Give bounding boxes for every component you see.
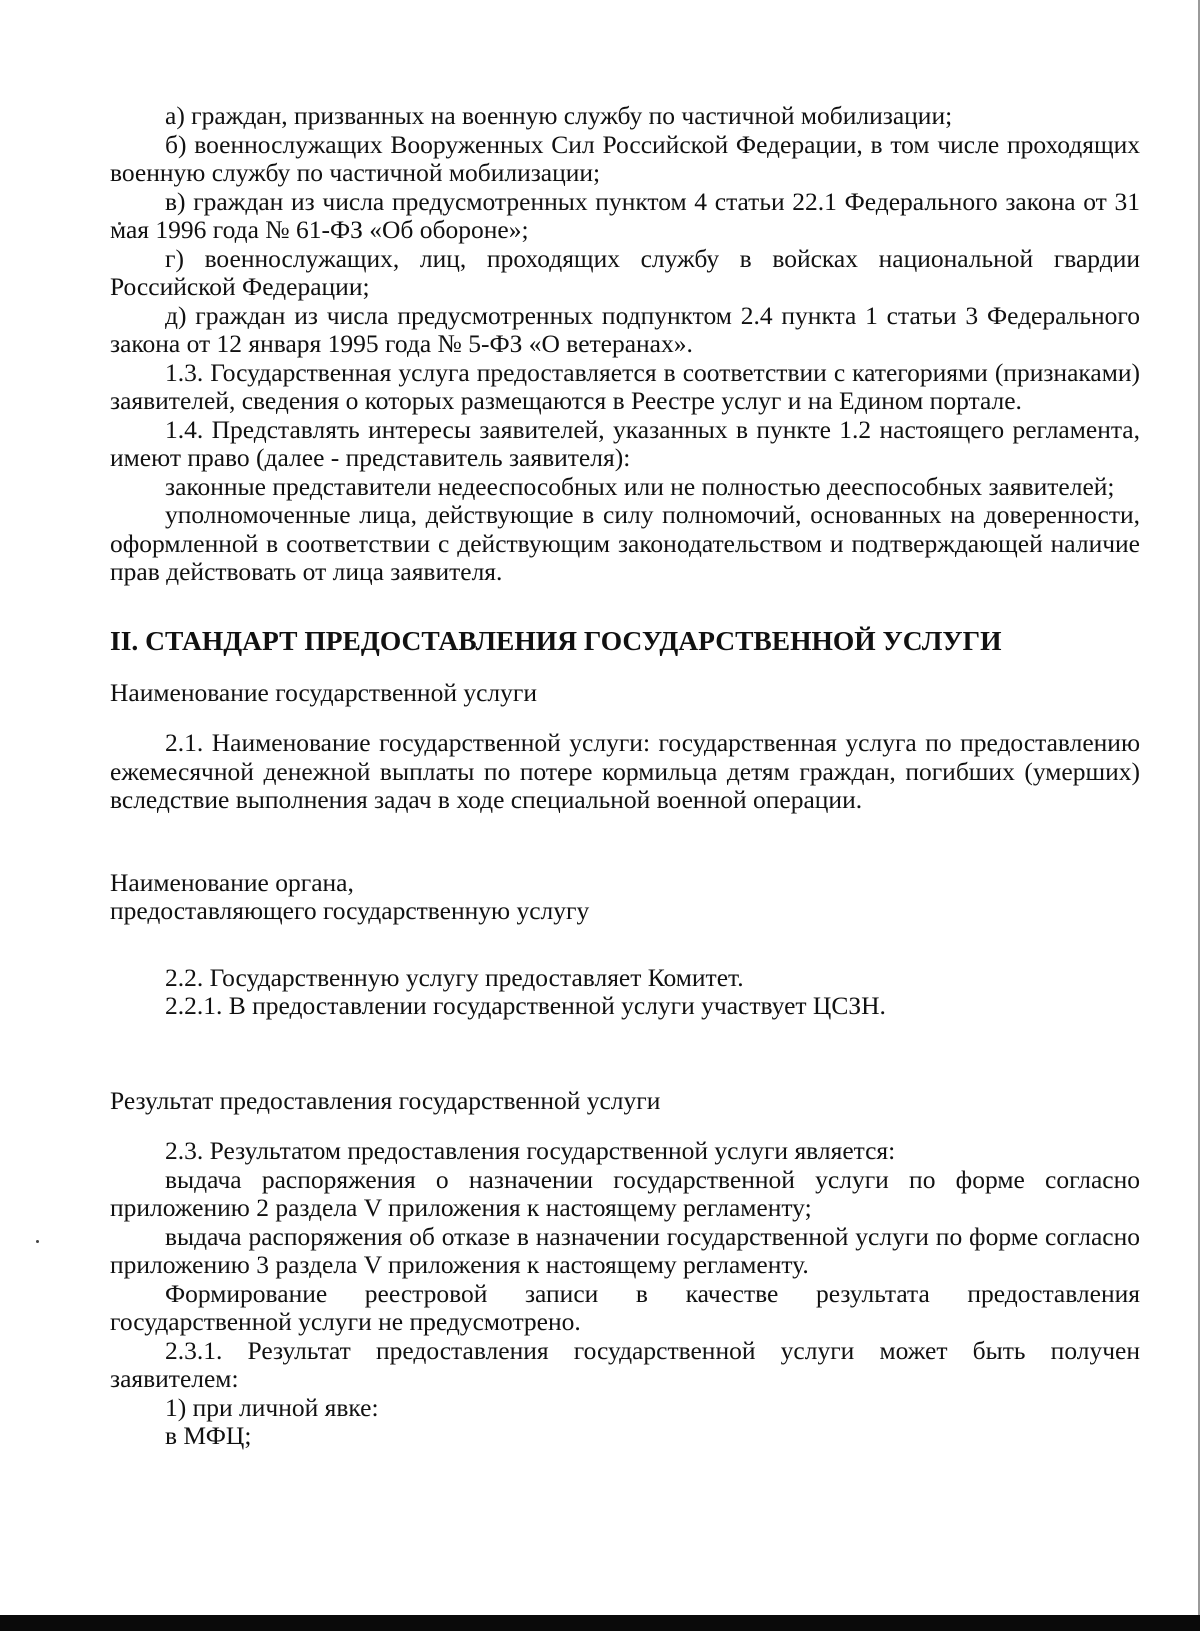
- document-body: [110, 102, 1140, 1451]
- paragraph-in-person: 1) при личной явке:: [165, 1392, 379, 1422]
- paragraph-authorized-persons: уполномоченные лица, действующие в силу полномочий, основанных на доверенности, оформленной в соответствии с действующим законодательством и подтверждающей наличие прав действовать от лица заявителя.: [110, 500, 1140, 586]
- paragraph-2-3: 2.3. Результатом предоставления государственной услуги является:: [165, 1136, 896, 1165]
- paragraph-2-3-1: 2.3.1. Результат предоставления государственной услуги может быть получен заявителем:: [110, 1335, 1140, 1393]
- subsection-heading-service-name: Наименование государственной услуги: [110, 677, 538, 707]
- paragraph-1-3: 1.3. Государственная услуга предоставляется в соответствии с категориями (признаками) заявителей, сведения о которых размещаются в Реестре услуг и на Едином портале.: [110, 357, 1140, 415]
- scan-bottom-border: [0, 1615, 1200, 1631]
- scan-speck: [36, 1240, 39, 1243]
- paragraph-mfc: в МФЦ;: [165, 1421, 252, 1450]
- paragraph-a: а) граждан, призванных на военную службу по частичной мобилизации;: [165, 101, 953, 130]
- subsection-heading-result: Результат предоставления государственной услуги: [110, 1085, 661, 1115]
- paragraph-2-2: 2.2. Государственную услугу предоставляет Комитет.: [165, 962, 744, 992]
- paragraph-1-4: 1.4. Представлять интересы заявителей, указанных в пункте 1.2 настоящего регламента, имеют право (далее - представитель заявителя):: [110, 414, 1140, 472]
- section-title: II. СТАНДАРТ ПРЕДОСТАВЛЕНИЯ ГОСУДАРСТВЕННОЙ УСЛУГИ: [110, 624, 1002, 656]
- paragraph-g: г) военнослужащих, лиц, проходящих службу в войсках национальной гвардии Российской Федерации;: [110, 243, 1140, 301]
- paragraph-registry-entry: Формирование реестровой записи в качестве результата предоставления государственной услуги не предусмотрено.: [110, 1278, 1140, 1336]
- paragraph-result-refusal: выдача распоряжения об отказе в назначении государственной услуги по форме согласно приложению 3 раздела V приложения к настоящему регламенту.: [110, 1221, 1140, 1279]
- paragraph-d: д) граждан из числа предусмотренных подпунктом 2.4 пункта 1 статьи 3 Федерального закона от 12 января 1995 года № 5-ФЗ «О ветеранах».: [110, 300, 1140, 358]
- paragraph-v: в) граждан из числа предусмотренных пунктом 4 статьи 22.1 Федерального закона от 31 мая 1996 года № 61-ФЗ «Об обороне»;: [110, 186, 1140, 244]
- paragraph-2-2-1: 2.2.1. В предоставлении государственной услуги участвует ЦСЗН.: [165, 991, 886, 1020]
- paragraph-b: б) военнослужащих Вооруженных Сил Российской Федерации, в том числе проходящих военную службу по частичной мобилизации;: [110, 129, 1140, 187]
- subsection-heading-authority-line2: предоставляющего государственную услугу: [110, 896, 590, 925]
- paragraph-result-grant: выдача распоряжения о назначении государственной услуги по форме согласно приложению 2 раздела V приложения к настоящему регламенту;: [110, 1164, 1140, 1222]
- paragraph-legal-representatives: законные представители недееспособных или не полностью дееспособных заявителей;: [165, 471, 1115, 501]
- paragraph-2-1: 2.1. Наименование государственной услуги: государственная услуга по предоставлению ежемесячной денежной выплаты по потере кормильца детям граждан, погибших (умерших) вследствие выполнения задач в ходе специальной военной операции.: [110, 728, 1140, 814]
- subsection-heading-authority-line1: Наименование органа,: [110, 867, 354, 897]
